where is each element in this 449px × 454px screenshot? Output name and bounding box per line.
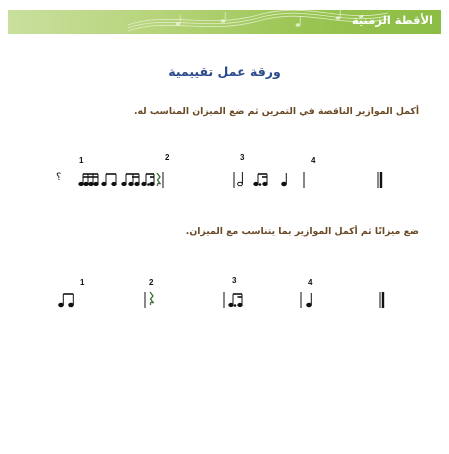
quarter-note-icon-2: [307, 293, 312, 307]
dotted-eighth-sixteenth-icon-2: [254, 174, 267, 186]
eighth-note-pair-icon: [102, 174, 116, 186]
ex1-measure-number-2: 2: [165, 153, 170, 162]
half-note-icon: [238, 172, 243, 186]
sixteenth-notes-group-icon: [79, 174, 98, 186]
ex1-measure-number-4: 4: [311, 156, 316, 165]
exercise2-rhythm-line: [0, 284, 449, 314]
time-signature-question-mark: ؟: [56, 172, 62, 183]
header-bar: [8, 10, 441, 34]
eighth-two-sixteenths-icon: [122, 174, 139, 186]
final-barline-icon: [378, 172, 381, 188]
quarter-rest-icon-2: [150, 292, 154, 305]
quarter-rest-icon: [157, 173, 161, 186]
quarter-note-icon: [282, 173, 287, 186]
sheet-title: ورقة عمل تقييمية: [168, 64, 281, 79]
ex2-measure-number-2: 2: [149, 278, 154, 287]
dotted-eighth-sixteenth-icon: [142, 174, 154, 186]
ex1-measure-number-3: 3: [240, 153, 245, 162]
ex2-measure-number-4: 4: [308, 278, 313, 287]
exercise1-rhythm-line: [0, 160, 449, 200]
final-barline-icon-2: [380, 292, 383, 308]
header-title: الأقطة الزمنيّة: [351, 13, 433, 27]
eighth-note-pair-icon-2: [59, 294, 74, 307]
ex2-measure-number-3: 3: [232, 276, 237, 285]
exercise2-instruction: ضع ميزانًا ثم أكمل الموازير بما يتناسب مع الميزان.: [185, 226, 419, 237]
ex1-measure-number-1: 1: [79, 156, 84, 165]
exercise1-instruction: أكمل الموازير الناقصة في التمرين ثم ضع الميزان المناسب له.: [133, 106, 419, 117]
ex2-measure-number-1: 1: [80, 278, 85, 287]
dotted-eighth-sixteenth-icon-3: [229, 294, 242, 307]
